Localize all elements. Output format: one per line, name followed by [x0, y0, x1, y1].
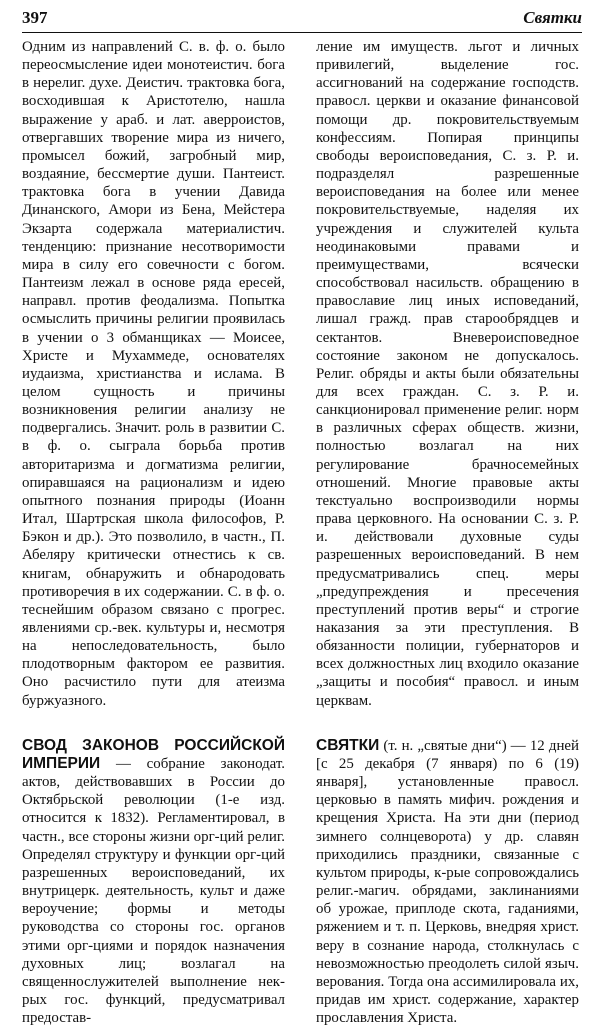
running-title: Святки: [523, 8, 582, 27]
entry-svyatki: [316, 737, 579, 1027]
entry-svod-zakonov: [22, 737, 285, 1027]
entry-body: — собрание законодат. актов, действовавших в России до Октябрьской революции (1-е изд. относится к 1832). Регламентировал, в частн., все стороны жизни орг-ций религ. Определял структуру и функции орг-ций разрешенных вероисповеданий, их внутрицерк. деятельность, культ и даже вероучение; формы и методы руководства со стороны гос. органов этими орг-циями и порядок назначения духовных лиц; возлагал на священнослужителей выполнение нек-рых гос. функций, предусматривал предостав-: [22, 755, 285, 1027]
entry-body: (т. н. „святые дни“) — 12 дней [с 25 декабря (7 января) по 6 (19) января], установленные правосл. церковью в память мифич. рождения и крещения Христа. На эти дни (период зимнего солнцеворота) у др. славян приходились праздники, связанные с культом природы, к-рые сопровождались религ.-магич. обрядами, заклинаниями об урожае, приплоде скота, гаданиями, ряжением и т. п. Церковь, внедряя христ. веру в сознание народа, столкнулась с невозможностью преодолеть силой языч. верования. Тогда она ассимилировала их, придав им христ. содержание, характер прославления Христа.: [316, 737, 579, 1027]
entry-headword: СВОД ЗАКОНОВ РОССИЙСКОЙ ИМПЕРИИ: [22, 736, 285, 772]
page-header: [22, 8, 582, 33]
left-column: [22, 38, 285, 1027]
continued-article-text: Одним из направлений С. в. ф. о. было переосмысление идеи монотеистич. бога в нерелиг. духе. Деистич. трактовка бога, восходившая к Аристотелю, нашла выражение у араб. и лат. аверроистов, отвергавших творение мира из ничего, промысел божий, загробный мир, воздаяние, бессмертие души. Пантеист. трактовка бога в учении Давида Динанского, Амори из Бена, Мейстера Экзарта содержала материалистич. тенденцию: признание несотворимости мира в силу его совечности с богом. Пантеизм лежал в основе ряда ересей, направл. против феодализма. Попытка осмыслить причины религии проявилась в учении о 3 обманщиках — Моисее, Христе и Мухаммеде, основателях иудаизма, христианства и ислама. В целом сущность и причины возникновения религии анализу не подвергались. Значит. роль в развитии С. в ф. о. сыграла борьба против авторитаризма и догматизма религии, опиравшаяся на рационализм и идею опытного познания природы (Иоанн Итал, Шартрская школа философов, Р. Бэкон и др.). Это позволило, в частн., П. Абеляру критически отнестись к св. книгам, обнаружить и обнародовать противоречия в их содержании. С. в ф. о. теснейшим образом связано с прогрес. явлениями ср.-век. культуры и, несмотря на непоследовательность, было плодотворным фактором ее развития. Оно расчистило пути для атеизма буржуазного.: [22, 39, 285, 709]
page-number: 397: [22, 8, 48, 27]
right-column: [316, 38, 579, 1027]
continued-article-text: ление им имуществ. льгот и личных привилегий, выделение гос. ассигнований на содержание господств. правосл. церкви и оказание финансовой помощи др. покровительствуемым конфессиям. Попирая принципы свободы вероисповедания, С. з. Р. и. подразделял разрешенные вероисповедания на более или менее покровительствуемые, наделяя их учреждения и служителей культа неодинаковыми правами и преимуществами, всячески способствовал насильств. обращению в православие лиц иных исповеданий, лишал гражд. прав старообрядцев и сектантов. Вневероисповедное состояние законом не допускалось. Религ. обряды и акты были обязательны для всех граждан. С. з. Р. и. санкционировал применение религ. норм в различных сферах обществ. жизни, полностью возлагал на них регулирование брачносемейных отношений. Многие правовые акты текстуально воспроизводили нормы права церковного. На основании С. з. Р. и. действовали духовные суды разрешенных вероисповеданий. В нем предусматривались спец. меры „предупреждения и пресечения преступлений против веры“ и строгие наказания за эти преступления. В обязанности полиции, губернаторов и всех должностных лиц входило оказание „защиты и пособия“ правосл. и иным церквам.: [316, 39, 579, 709]
entry-headword: СВЯТКИ: [316, 736, 380, 754]
